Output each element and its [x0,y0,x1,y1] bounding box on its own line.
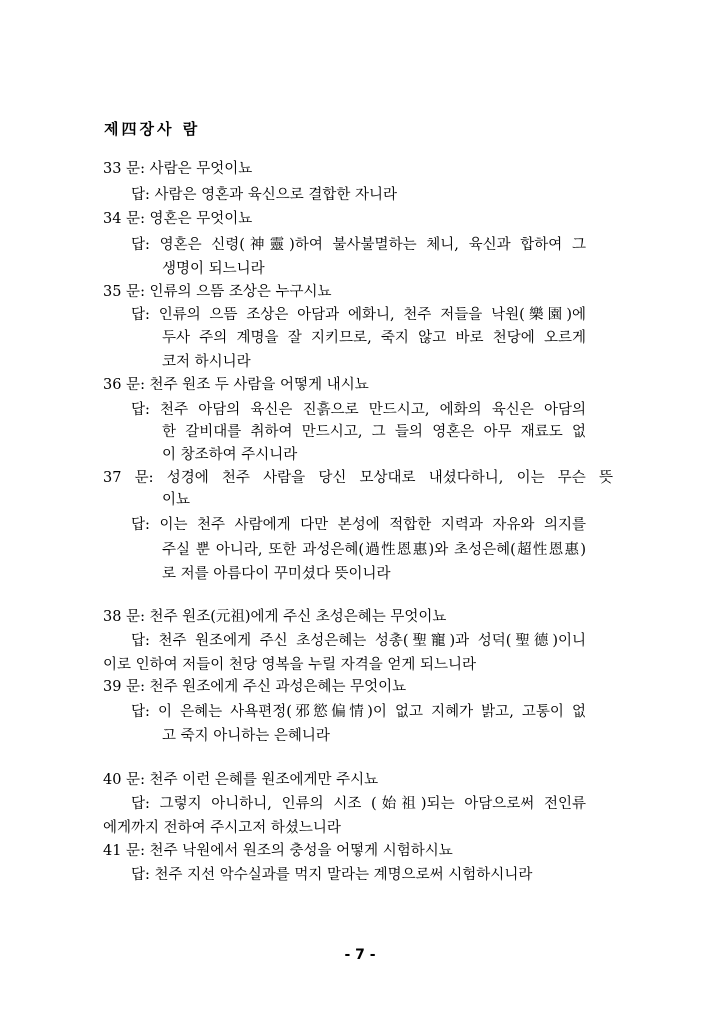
question-33: 33 문: 사람은 무엇이뇨 [103,161,253,177]
answer-41: 답: 천주 지선 악수실과를 먹지 말라는 계명으로써 시험하시니라 [131,867,533,883]
question-39: 39 문: 천주 원조에게 주신 과성은혜는 무엇이뇨 [103,679,407,695]
question-41: 41 문: 천주 낙원에서 원조의 충성을 어떻게 시험하시뇨 [103,843,453,859]
answer-40-line-1: 답: 그렇지 아니하니, 인류의 시조 (始祖)되는 아담으로써 전인류 [131,796,586,812]
answer-35-line-3: 코저 하시니라 [162,354,251,370]
answer-38-line-1: 답: 천주 원조에게 주신 초성은혜는 성총(聖寵)과 성덕(聖德)이니 [131,633,586,649]
answer-34-line-2: 생명이 되느니라 [162,261,265,277]
question-37-line-2: 이뇨 [162,492,191,508]
question-35: 35 문: 인류의 으뜸 조상은 누구시뇨 [103,284,332,300]
answer-35-line-1: 답: 인류의 으뜸 조상은 아담과 에화니, 천주 저들을 낙원(樂園)에 [131,307,586,323]
answer-35-line-2: 두사 주의 계명을 잘 지키므로, 죽지 않고 바로 천당에 오르게 [162,330,586,346]
question-34: 34 문: 영혼은 무엇이뇨 [103,211,253,227]
answer-37-line-2: 주실 뿐 아니라, 또한 과성은혜(過性恩惠)와 초성은혜(超性恩惠) [162,542,586,558]
question-36: 36 문: 천주 원조 두 사람을 어떻게 내시뇨 [103,377,369,393]
answer-39-line-2: 고 죽지 아니하는 은혜니라 [162,728,330,744]
answer-34-line-1: 답: 영혼은 신령(神靈)하여 불사불멸하는 체니, 육신과 합하여 그 [131,237,586,253]
answer-39-line-1: 답: 이 은혜는 사욕편정(邪慾偏情)이 없고 지혜가 밝고, 고통이 없 [131,704,586,720]
answer-40-line-2: 에게까지 전하여 주시고저 하셨느니라 [103,820,341,836]
answer-36-line-1: 답: 천주 아담의 육신은 진흙으로 만드시고, 에화의 육신은 아담의 [131,402,586,418]
answer-36-line-2: 한 갈비대를 취하여 만드시고, 그 들의 영혼은 아무 재료도 없 [162,424,586,440]
answer-37-line-3: 로 저를 아름다이 꾸미셨다 뜻이니라 [162,566,391,582]
question-37-line-1: 37 문: 성경에 천주 사람을 당신 모상대로 내셨다하니, 이는 무슨 뜻 [103,470,613,486]
answer-37-line-1: 답: 이는 천주 사람에게 다만 본성에 적합한 지력과 자유와 의지를 [131,517,586,533]
answer-38-line-2: 이로 인하여 저들이 천당 영복을 누릴 자격을 얻게 되느니라 [103,657,477,673]
chapter-heading: 제四장사 람 [104,120,201,138]
answer-36-line-3: 이 창조하여 주시니라 [162,447,298,463]
answer-33: 답: 사람은 영혼과 육신으로 결합한 자니라 [131,187,398,203]
question-40: 40 문: 천주 이런 은혜를 원조에게만 주시뇨 [103,772,379,788]
page-number: - 7 - [344,947,376,963]
question-38: 38 문: 천주 원조(元祖)에게 주신 초성은혜는 무엇이뇨 [103,609,447,625]
